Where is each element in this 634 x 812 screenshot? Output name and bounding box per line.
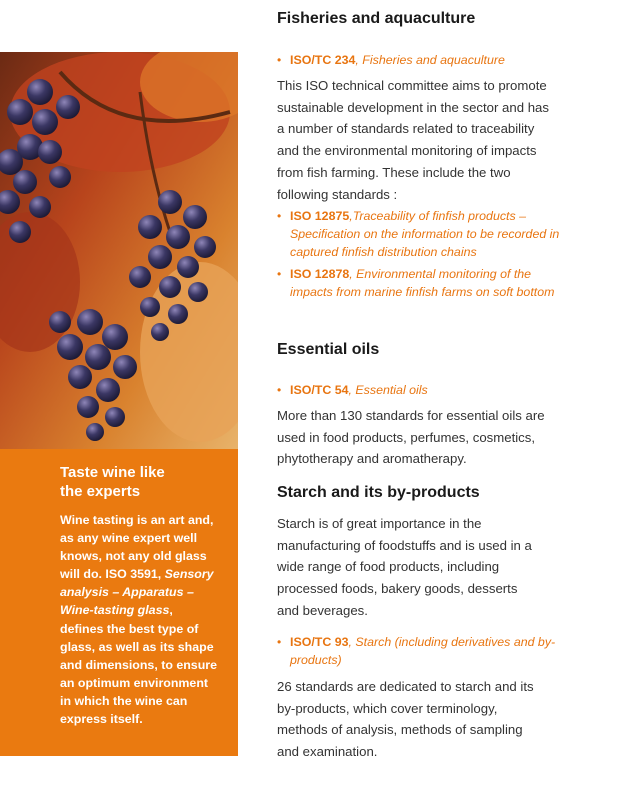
standard-iso-12875: • ISO 12875,Traceability of finfish products – Specification on the information to be recorded in captured finfish distribution chains bbox=[277, 209, 560, 259]
bullet-icon: • bbox=[277, 209, 282, 223]
essential-oils-tc-reference: • ISO/TC 54, Essential oils bbox=[277, 383, 428, 397]
fisheries-tc-reference: • ISO/TC 234, Fisheries and aquaculture bbox=[277, 53, 505, 67]
sidebar-title: Taste wine like the experts bbox=[60, 464, 165, 500]
starch-tc-reference: • ISO/TC 93, Starch (including derivatives and by-products) bbox=[277, 635, 556, 667]
fisheries-paragraph: This ISO technical committee aims to promote sustainable development in the sector and has a number of standards related to traceability and the environmental monitoring of impacts from fish farming. These include the two following standards : bbox=[277, 78, 549, 202]
starch-heading: Starch and its by-products bbox=[277, 484, 480, 501]
standard-iso-12878: • ISO 12878, Environmental monitoring of the impacts from marine finfish farms on soft bottom bbox=[277, 267, 555, 299]
bullet-icon: • bbox=[277, 267, 282, 281]
bullet-icon: • bbox=[277, 383, 282, 397]
bullet-icon: • bbox=[277, 53, 282, 67]
starch-paragraph-1: Starch is of great importance in the manufacturing of foodstuffs and is used in a wide range of food products, including processed foods, bakery goods, desserts and beverages. bbox=[277, 516, 532, 618]
essential-oils-heading: Essential oils bbox=[277, 341, 380, 358]
sidebar-text: Wine tasting is an art and, as any wine expert well knows, not any old glass will do. ISO 3591, Sensory analysis – Apparatus – Wine-tasting glass, defines the best type of glass, as well as its shape and dimensions, to ensure an optimum environment in which the wine can express itself. bbox=[60, 513, 217, 727]
fisheries-heading: Fisheries and aquaculture bbox=[277, 10, 476, 27]
essential-oils-paragraph: More than 130 standards for essential oils are used in food products, perfumes, cosmetics, phytotherapy and aromatherapy. bbox=[277, 408, 545, 467]
grapes-photo bbox=[0, 52, 238, 449]
bullet-icon: • bbox=[277, 635, 282, 649]
starch-paragraph-2: 26 standards are dedicated to starch and its by-products, which cover terminology, methods of analysis, methods of sampling and examination. bbox=[277, 679, 534, 760]
wine-tasting-sidebar bbox=[0, 449, 238, 756]
